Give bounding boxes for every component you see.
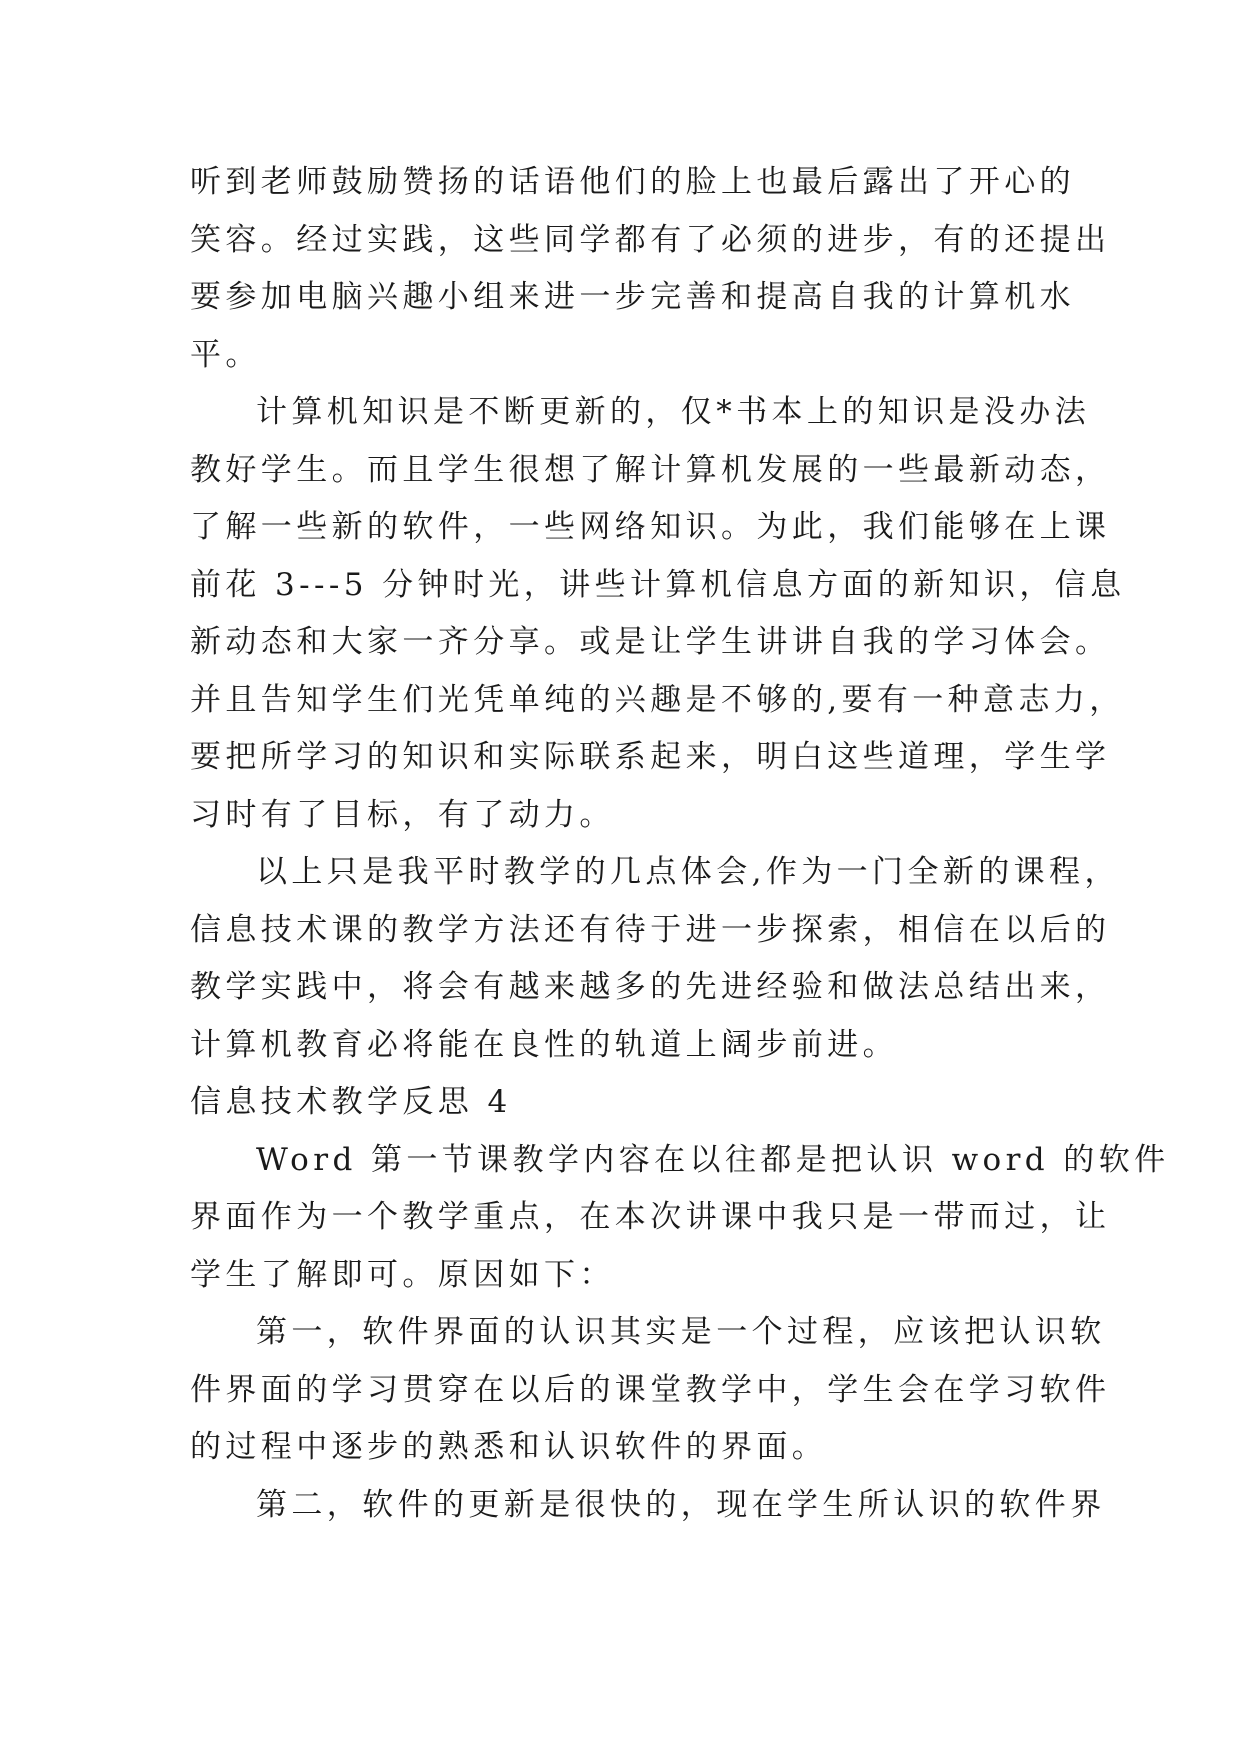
paragraph-line: 的过程中逐步的熟悉和认识软件的界面。 bbox=[190, 1429, 828, 1465]
section-heading-text: 信息技术教学反思 4 bbox=[190, 1084, 512, 1120]
paragraph-6 bbox=[190, 1477, 1106, 1535]
paragraph-line: 了解一些新的软件，一些网络知识。为此，我们能够在上课 bbox=[190, 509, 1111, 545]
paragraph-line: 笑容。经过实践，这些同学都有了必须的进步，有的还提出 bbox=[190, 221, 1111, 258]
paragraph-line: 信息技术课的教学方法还有待于进一步探索，相信在以后的 bbox=[190, 911, 1111, 948]
paragraph-line: 计算机知识是不断更新的，仅*书本上的知识是没办法 bbox=[256, 394, 1091, 430]
paragraph-line: 教学实践中，将会有越来越多的先进经验和做法总结出来， bbox=[190, 969, 1111, 1005]
paragraph-line: 要参加电脑兴趣小组来进一步完善和提高自我的计算机水 bbox=[190, 279, 1075, 315]
paragraph-1 bbox=[190, 154, 1111, 384]
paragraph-5 bbox=[190, 1304, 1111, 1477]
paragraph-line: 件界面的学习贯穿在以后的课堂教学中，学生会在学习软件 bbox=[190, 1371, 1111, 1408]
paragraph-line: 平。 bbox=[190, 336, 261, 373]
section-heading bbox=[190, 1074, 1050, 1132]
paragraph-line: 计算机教育必将能在良性的轨道上阔步前进。 bbox=[190, 1026, 898, 1063]
paragraph-line: 前花 3---5 分钟时光，讲些计算机信息方面的新知识，信息 bbox=[190, 566, 1126, 603]
paragraph-line: 第二，软件的更新是很快的，现在学生所认识的软件界 bbox=[256, 1486, 1106, 1523]
paragraph-line: 习时有了目标，有了动力。 bbox=[190, 796, 615, 833]
paragraph-line: 界面作为一个教学重点，在本次讲课中我只是一带而过，让 bbox=[190, 1199, 1111, 1235]
paragraph-line: 第一，软件界面的认识其实是一个过程，应该把认识软 bbox=[256, 1314, 1106, 1350]
paragraph-3 bbox=[190, 844, 1120, 1074]
paragraph-line: 以上只是我平时教学的几点体会,作为一门全新的课程， bbox=[256, 854, 1120, 890]
paragraph-line: 新动态和大家一齐分享。或是让学生讲讲自我的学习体会。 bbox=[190, 624, 1111, 660]
paragraph-line: 学生了解即可。原因如下： bbox=[190, 1256, 615, 1293]
document-body bbox=[190, 154, 1170, 1534]
paragraph-line: 要把所学习的知识和实际联系起来，明白这些道理，学生学 bbox=[190, 739, 1111, 775]
paragraph-4 bbox=[190, 1132, 1170, 1305]
paragraph-line: 并且告知学生们光凭单纯的兴趣是不够的,要有一种意志力， bbox=[190, 681, 1125, 718]
paragraph-line: 教好学生。而且学生很想了解计算机发展的一些最新动态， bbox=[190, 451, 1111, 488]
paragraph-2 bbox=[190, 384, 1126, 844]
paragraph-line: 听到老师鼓励赞扬的话语他们的脸上也最后露出了开心的 bbox=[190, 164, 1075, 200]
paragraph-line: Word 第一节课教学内容在以往都是把认识 word 的软件 bbox=[256, 1141, 1170, 1178]
